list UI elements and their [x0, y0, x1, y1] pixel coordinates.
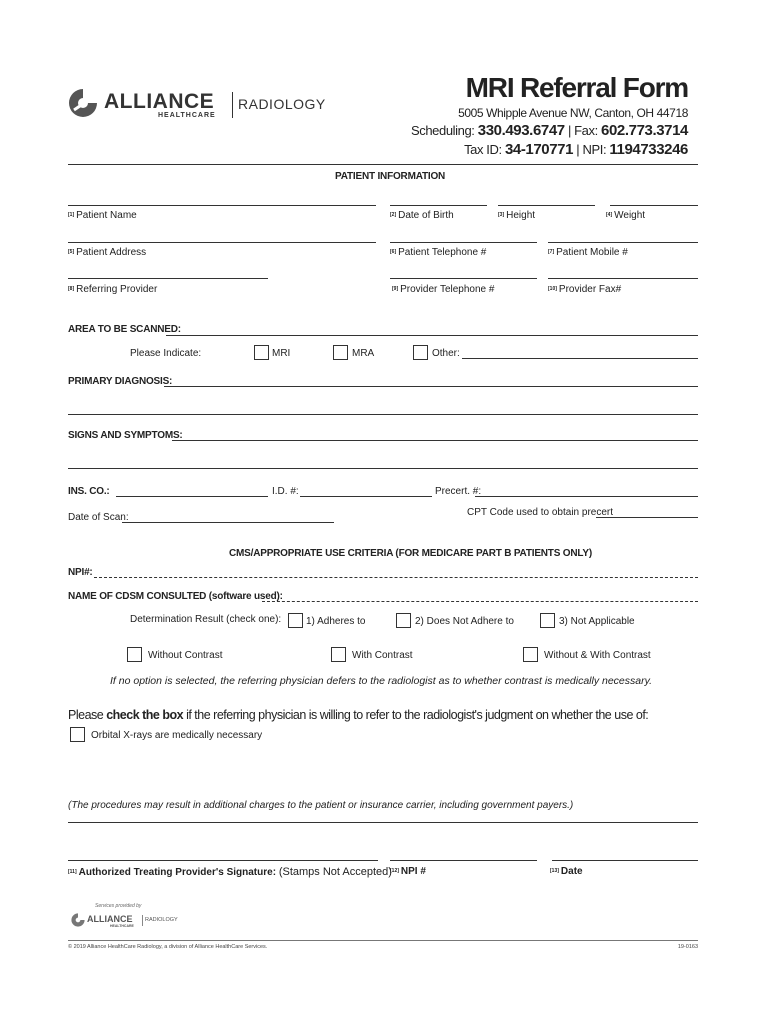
dob-field[interactable]	[390, 205, 487, 206]
weight-field[interactable]	[610, 205, 698, 206]
with-contrast-label: With Contrast	[352, 650, 413, 661]
provider-fax-field[interactable]	[548, 278, 698, 279]
patient-name-field[interactable]	[68, 205, 376, 206]
fax-label: | Fax:	[567, 123, 598, 138]
patient-telephone-field[interactable]	[390, 242, 537, 243]
taxid-label: Tax ID:	[464, 142, 502, 157]
judgment-text	[68, 708, 648, 722]
other-label: Other:	[432, 348, 460, 359]
footer-swoosh-icon	[70, 912, 86, 928]
date-of-scan-label: Date of Scan:	[68, 512, 129, 523]
cpt-field[interactable]	[596, 517, 698, 518]
area-scanned-field[interactable]	[166, 335, 698, 336]
signs-symptoms-label: SIGNS AND SYMPTOMS:	[68, 430, 183, 441]
form-title: MRI Referral Form	[465, 72, 688, 103]
judgment-bold: check the box	[106, 708, 184, 722]
patient-address-field[interactable]	[68, 242, 376, 243]
cdsm-label: NAME OF CDSM CONSULTED (software used):	[68, 591, 283, 602]
logo-sub: HEALTHCARE	[158, 112, 216, 119]
footer-logo-brand: ALLIANCE	[87, 914, 133, 924]
provider-telephone-field[interactable]	[390, 278, 537, 279]
sig-npi-label: [12] NPI #	[390, 866, 426, 877]
footer-logo	[70, 912, 190, 932]
mra-checkbox[interactable]	[333, 345, 348, 360]
not-adhere-checkbox[interactable]	[396, 613, 411, 628]
stamps-note: (Stamps Not Accepted)	[278, 866, 392, 878]
determination-label: Determination Result (check one):	[130, 614, 282, 625]
both-contrast-label: Without & With Contrast	[544, 650, 651, 661]
footer-logo-division: RADIOLOGY	[145, 917, 178, 923]
patient-mobile-field[interactable]	[548, 242, 698, 243]
other-field[interactable]	[462, 358, 698, 359]
not-applicable-label: 3) Not Applicable	[559, 616, 635, 627]
header-scheduling	[411, 122, 688, 139]
date-of-scan-field[interactable]	[122, 522, 334, 523]
header-taxid	[464, 141, 688, 158]
patient-mobile-label: [7] Patient Mobile #	[548, 247, 628, 258]
mra-label: MRA	[352, 348, 375, 359]
logo-division: RADIOLOGY	[238, 96, 326, 112]
footer-logo-sub: HEALTHCARE	[110, 924, 134, 928]
npi-value: 1194733246	[609, 141, 688, 158]
copyright: © 2019 Alliance HealthCare Radiology, a division of Alliance HealthCare Services.	[68, 944, 268, 950]
contrast-note: If no option is selected, the referring physician defers to the radiologist as to whether contrast is medically necessary.	[110, 675, 652, 687]
scheduling-phone: 330.493.6747	[477, 122, 565, 139]
cdsm-field[interactable]	[262, 601, 698, 602]
primary-diagnosis-label: PRIMARY DIAGNOSIS:	[68, 376, 173, 387]
judgment-post: if the referring physician is willing to refer to the radiologist's judgment on whether the use of:	[186, 708, 649, 722]
please-indicate-label: Please Indicate:	[130, 348, 202, 359]
other-checkbox[interactable]	[413, 345, 428, 360]
date-field[interactable]	[552, 860, 698, 861]
fax-number: 602.773.3714	[601, 122, 688, 139]
sig-npi-field[interactable]	[390, 860, 537, 861]
height-label: [3] Height	[498, 210, 536, 221]
header-address: 5005 Whipple Avenue NW, Canton, OH 44718	[458, 106, 688, 120]
taxid-value: 34-170771	[504, 141, 574, 158]
precert-label: Precert. #:	[435, 486, 482, 497]
weight-label: [4] Weight	[606, 210, 646, 221]
area-scanned-label: AREA TO BE SCANNED:	[68, 324, 181, 335]
npi-label: | NPI:	[576, 142, 607, 157]
ins-co-label: INS. CO.:	[68, 486, 110, 497]
cms-npi-field[interactable]	[94, 577, 698, 578]
not-applicable-checkbox[interactable]	[540, 613, 555, 628]
patient-telephone-label: [6] Patient Telephone #	[390, 247, 487, 258]
alliance-swoosh-icon	[66, 86, 100, 120]
primary-diagnosis-field[interactable]	[164, 386, 698, 387]
cms-heading: CMS/APPROPRIATE USE CRITERIA (FOR MEDICARE PART B PATIENTS ONLY)	[229, 548, 592, 559]
judgment-pre: Please	[68, 708, 104, 722]
id-label: I.D. #:	[272, 486, 299, 497]
without-contrast-checkbox[interactable]	[127, 647, 142, 662]
adheres-checkbox[interactable]	[288, 613, 303, 628]
adheres-label: 1) Adheres to	[306, 616, 366, 627]
height-field[interactable]	[498, 205, 595, 206]
cms-npi-label: NPI#:	[68, 567, 93, 578]
ins-co-field[interactable]	[116, 496, 268, 497]
patient-name-label: [1] Patient Name	[68, 210, 137, 221]
alliance-logo	[66, 86, 346, 126]
cpt-label: CPT Code used to obtain precert	[467, 507, 614, 518]
form-code: 19-0163	[677, 944, 698, 950]
scheduling-label: Scheduling:	[410, 123, 475, 138]
with-contrast-checkbox[interactable]	[331, 647, 346, 662]
patient-address-label: [5] Patient Address	[68, 247, 147, 258]
referring-provider-label: [8] Referring Provider	[68, 284, 158, 295]
id-field[interactable]	[300, 496, 432, 497]
precert-field[interactable]	[475, 496, 698, 497]
signs-symptoms-field[interactable]	[172, 440, 698, 441]
dob-label: [2] Date of Birth	[390, 210, 454, 221]
services-provided: Services provided by	[95, 903, 142, 909]
disclaimer: (The procedures may result in additional charges to the patient or insurance carrier, including government payers.)	[68, 800, 574, 811]
date-label: [13] Date	[550, 866, 583, 877]
both-contrast-checkbox[interactable]	[523, 647, 538, 662]
mri-checkbox[interactable]	[254, 345, 269, 360]
without-contrast-label: Without Contrast	[148, 650, 223, 661]
orbital-checkbox[interactable]	[70, 727, 85, 742]
orbital-label: Orbital X-rays are medically necessary	[91, 730, 263, 741]
not-adhere-label: 2) Does Not Adhere to	[415, 616, 514, 627]
mri-label: MRI	[272, 348, 291, 359]
provider-fax-label: [10] Provider Fax#	[548, 284, 622, 295]
patient-info-heading: PATIENT INFORMATION	[335, 171, 446, 182]
referring-provider-field[interactable]	[68, 278, 268, 279]
signature-label: [11] Authorized Treating Provider's Signature: (Stamps Not Accepted)	[68, 866, 392, 878]
logo-brand: ALLIANCE	[104, 90, 215, 113]
signature-field[interactable]	[68, 860, 378, 861]
provider-telephone-label: [9] Provider Telephone #	[392, 284, 495, 295]
signs-symptoms-field-2[interactable]	[68, 468, 698, 469]
primary-diagnosis-field-2[interactable]	[68, 414, 698, 415]
